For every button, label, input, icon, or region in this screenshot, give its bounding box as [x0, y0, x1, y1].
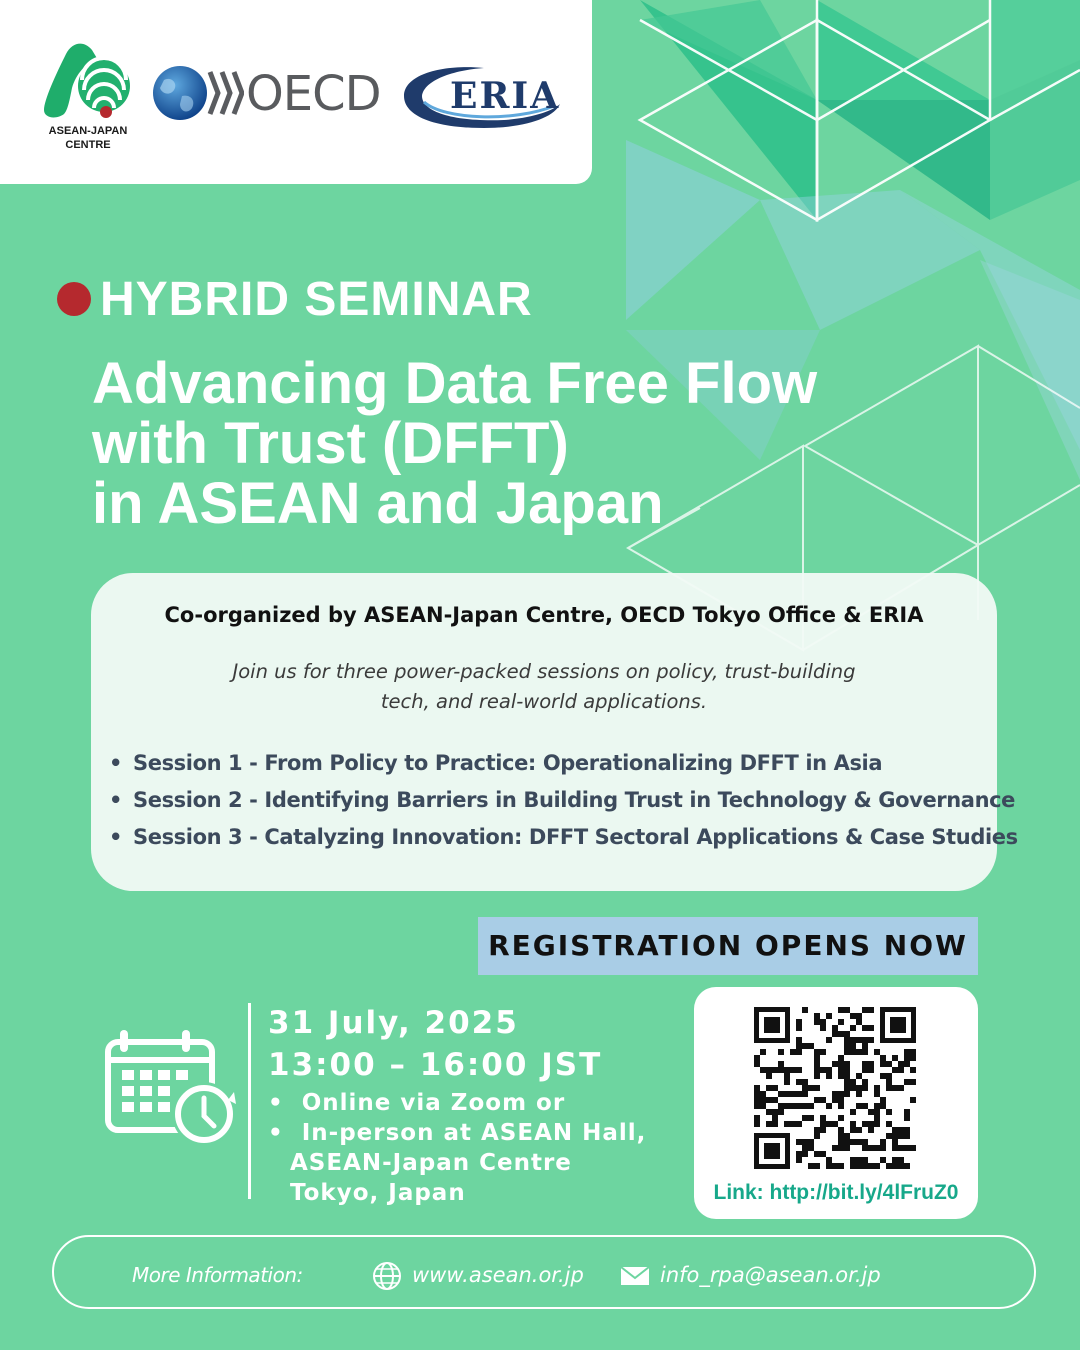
qr-module — [844, 1073, 850, 1079]
qr-module — [856, 1103, 862, 1109]
qr-module — [904, 1055, 910, 1061]
qr-module — [802, 1091, 808, 1097]
qr-module — [874, 1049, 880, 1055]
qr-module — [910, 1145, 916, 1151]
qr-module — [784, 1103, 790, 1109]
red-dot-bullet — [57, 282, 91, 316]
registration-link[interactable]: Link: http://bit.ly/4lFruZ0 — [713, 1181, 959, 1204]
qr-module — [898, 1157, 904, 1163]
qr-module — [844, 1037, 850, 1043]
qr-module — [880, 1073, 886, 1079]
qr-module — [796, 1139, 802, 1145]
oecd-logo-text: OECD — [246, 66, 381, 122]
qr-module — [838, 1163, 844, 1169]
qr-module — [772, 1067, 778, 1073]
qr-module — [796, 1079, 802, 1085]
event-venue — [268, 1088, 646, 1208]
qr-module — [904, 1127, 910, 1133]
qr-module — [844, 1049, 850, 1055]
qr-module — [886, 1061, 892, 1067]
qr-module — [826, 1163, 832, 1169]
qr-module — [790, 1091, 796, 1097]
qr-module — [850, 1085, 856, 1091]
qr-module — [850, 1157, 856, 1163]
qr-module — [820, 1067, 826, 1073]
qr-module — [814, 1013, 820, 1019]
qr-module — [778, 1109, 784, 1115]
qr-module — [838, 1139, 844, 1145]
qr-module — [874, 1109, 880, 1115]
coorganizers-line: Co-organized by ASEAN-Japan Centre, OECD Tokyo Office & ERIA — [164, 603, 924, 627]
qr-module — [850, 1121, 856, 1127]
qr-module — [844, 1007, 850, 1013]
qr-module — [856, 1127, 862, 1133]
qr-module — [844, 1133, 850, 1139]
qr-module — [754, 1085, 760, 1091]
qr-module — [868, 1007, 874, 1013]
qr-module — [802, 1085, 808, 1091]
qr-module — [802, 1145, 808, 1151]
qr-module — [754, 1103, 760, 1109]
qr-module — [892, 1145, 898, 1151]
qr-module — [880, 1103, 886, 1109]
qr-module — [850, 1109, 856, 1115]
qr-module — [766, 1085, 772, 1091]
qr-module — [862, 1085, 868, 1091]
qr-module — [754, 1115, 760, 1121]
qr-module — [910, 1067, 916, 1073]
qr-module — [814, 1073, 820, 1079]
qr-module — [904, 1049, 910, 1055]
qr-module — [874, 1145, 880, 1151]
qr-module — [850, 1037, 856, 1043]
qr-module — [772, 1121, 778, 1127]
venue-inperson-line: ASEAN-Japan Centre — [290, 1150, 572, 1176]
qr-module — [856, 1163, 862, 1169]
qr-module — [838, 1097, 844, 1103]
qr-module — [838, 1055, 844, 1061]
qr-module — [826, 1103, 832, 1109]
qr-module — [898, 1127, 904, 1133]
qr-module — [868, 1061, 874, 1067]
tagline: Join us for three power-packed sessions on policy, trust-building tech, and real-world applications. — [232, 660, 856, 713]
qr-module — [862, 1121, 868, 1127]
qr-module — [832, 1091, 838, 1097]
email-link[interactable]: info_rpa@asean.or.jp — [660, 1263, 881, 1287]
qr-module — [844, 1031, 850, 1037]
qr-module — [832, 1061, 838, 1067]
qr-module — [808, 1103, 814, 1109]
qr-module — [754, 1097, 760, 1103]
qr-module — [862, 1157, 868, 1163]
qr-module — [850, 1013, 856, 1019]
qr-module — [910, 1079, 916, 1085]
qr-module — [838, 1031, 844, 1037]
qr-module — [856, 1139, 862, 1145]
qr-module — [880, 1061, 886, 1067]
qr-module — [820, 1127, 826, 1133]
qr-module — [874, 1085, 880, 1091]
qr-module — [850, 1043, 856, 1049]
qr-module — [820, 1115, 826, 1121]
title-line: in ASEAN and Japan — [92, 471, 664, 536]
qr-module — [814, 1151, 820, 1157]
qr-module — [784, 1067, 790, 1073]
qr-module — [820, 1121, 826, 1127]
qr-module — [856, 1091, 862, 1097]
qr-module — [862, 1037, 868, 1043]
qr-module — [808, 1163, 814, 1169]
qr-module — [844, 1043, 850, 1049]
qr-module — [790, 1103, 796, 1109]
qr-module — [790, 1067, 796, 1073]
qr-module — [814, 1019, 820, 1025]
qr-module — [766, 1097, 772, 1103]
qr-module — [868, 1109, 874, 1115]
qr-module — [808, 1085, 814, 1091]
schedule-divider — [248, 1003, 251, 1199]
qr-module — [850, 1163, 856, 1169]
qr-module — [826, 1067, 832, 1073]
qr-module — [814, 1163, 820, 1169]
qr-module — [832, 1163, 838, 1169]
qr-module — [904, 1163, 910, 1169]
qr-module — [784, 1079, 790, 1085]
qr-module — [784, 1073, 790, 1079]
qr-module — [796, 1103, 802, 1109]
footer-bar — [52, 1235, 1036, 1309]
qr-module — [778, 1049, 784, 1055]
calendar-clock-icon — [102, 1030, 238, 1150]
qr-module — [814, 1097, 820, 1103]
qr-module — [892, 1067, 898, 1073]
qr-card[interactable] — [694, 987, 978, 1219]
qr-module — [814, 1061, 820, 1067]
qr-module — [808, 1139, 814, 1145]
qr-module — [820, 1151, 826, 1157]
qr-module — [874, 1121, 880, 1127]
qr-module — [868, 1121, 874, 1127]
qr-module — [868, 1145, 874, 1151]
qr-module — [838, 1061, 844, 1067]
qr-module — [862, 1049, 868, 1055]
qr-module — [832, 1145, 838, 1151]
qr-module — [862, 1061, 868, 1067]
qr-module — [904, 1109, 910, 1115]
logo-panel — [0, 0, 592, 184]
qr-module — [880, 1157, 886, 1163]
qr-module — [766, 1121, 772, 1127]
qr-module — [826, 1073, 832, 1079]
qr-module — [868, 1163, 874, 1169]
qr-module — [784, 1121, 790, 1127]
more-info-label: More Information: — [132, 1263, 303, 1287]
qr-module — [850, 1127, 856, 1133]
qr-module — [808, 1145, 814, 1151]
qr-module — [868, 1037, 874, 1043]
qr-module — [844, 1139, 850, 1145]
qr-module — [844, 1067, 850, 1073]
qr-module — [838, 1067, 844, 1073]
title-line: Advancing Data Free Flow — [92, 351, 818, 416]
qr-module — [856, 1085, 862, 1091]
qr-module — [904, 1061, 910, 1067]
qr-module — [850, 1025, 856, 1031]
qr-module — [862, 1067, 868, 1073]
qr-module — [760, 1091, 766, 1097]
qr-module — [766, 1067, 772, 1073]
qr-module — [850, 1049, 856, 1055]
qr-module — [898, 1067, 904, 1073]
qr-module — [814, 1133, 820, 1139]
venue-online: • Online via Zoom or — [268, 1090, 566, 1116]
qr-module — [892, 1127, 898, 1133]
qr-module — [796, 1043, 802, 1049]
qr-module — [820, 1025, 826, 1031]
qr-module — [862, 1025, 868, 1031]
event-date: 31 July, 2025 — [268, 1005, 519, 1041]
qr-module — [760, 1049, 766, 1055]
qr-module — [868, 1067, 874, 1073]
qr-module — [820, 1049, 826, 1055]
session-list — [109, 745, 1018, 856]
qr-module — [832, 1031, 838, 1037]
qr-module — [802, 1151, 808, 1157]
qr-module — [838, 1145, 844, 1151]
asean-japan-centre-logo — [42, 40, 134, 120]
event-time: 13:00 – 16:00 JST — [268, 1047, 603, 1083]
qr-module — [832, 1121, 838, 1127]
registration-banner: REGISTRATION OPENS NOW — [478, 917, 978, 975]
qr-module — [910, 1055, 916, 1061]
qr-module — [838, 1007, 844, 1013]
qr-module — [838, 1091, 844, 1097]
qr-module — [778, 1103, 784, 1109]
qr-module — [850, 1079, 856, 1085]
qr-module — [886, 1073, 892, 1079]
qr-module — [892, 1157, 898, 1163]
qr-module — [880, 1055, 886, 1061]
qr-module — [772, 1097, 778, 1103]
qr-module — [754, 1091, 760, 1097]
ajc-logo-text: ASEAN-JAPAN CENTRE — [48, 125, 128, 151]
qr-module — [796, 1157, 802, 1163]
qr-module — [856, 1073, 862, 1079]
qr-module — [898, 1133, 904, 1139]
info-card — [91, 573, 1018, 891]
qr-module — [796, 1151, 802, 1157]
qr-module — [832, 1025, 838, 1031]
qr-module — [862, 1079, 868, 1085]
qr-module — [832, 1097, 838, 1103]
qr-module — [856, 1013, 862, 1019]
eria-logo-text: ERIA — [450, 75, 561, 117]
qr-module — [898, 1061, 904, 1067]
qr-module — [754, 1055, 760, 1061]
qr-module — [802, 1139, 808, 1145]
oecd-globe-logo — [152, 64, 244, 122]
qr-module — [838, 1019, 844, 1025]
qr-module — [844, 1145, 850, 1151]
qr-module — [856, 1157, 862, 1163]
qr-module — [784, 1091, 790, 1097]
qr-module — [814, 1055, 820, 1061]
qr-module — [772, 1085, 778, 1091]
qr-module — [760, 1097, 766, 1103]
qr-module — [808, 1043, 814, 1049]
qr-module — [886, 1163, 892, 1169]
event-title — [92, 351, 818, 536]
qr-module — [862, 1139, 868, 1145]
qr-module — [886, 1109, 892, 1115]
qr-module — [790, 1049, 796, 1055]
qr-module — [856, 1037, 862, 1043]
qr-module — [760, 1067, 766, 1073]
globe-icon — [372, 1261, 402, 1291]
qr-module — [856, 1019, 862, 1025]
qr-module — [874, 1091, 880, 1097]
website-link[interactable]: www.asean.or.jp — [412, 1263, 584, 1287]
qr-module — [760, 1103, 766, 1109]
qr-module — [892, 1139, 898, 1145]
qr-module — [844, 1061, 850, 1067]
qr-module — [880, 1145, 886, 1151]
qr-module — [856, 1049, 862, 1055]
qr-module — [838, 1133, 844, 1139]
qr-module — [898, 1163, 904, 1169]
qr-module — [844, 1079, 850, 1085]
qr-module — [862, 1163, 868, 1169]
qr-module — [754, 1121, 760, 1127]
qr-module — [796, 1091, 802, 1097]
qr-module — [802, 1103, 808, 1109]
qr-module — [826, 1037, 832, 1043]
qr-module — [838, 1073, 844, 1079]
qr-module — [754, 1061, 760, 1067]
qr-module — [898, 1085, 904, 1091]
qr-module — [814, 1049, 820, 1055]
qr-module — [868, 1127, 874, 1133]
qr-module — [808, 1115, 814, 1121]
qr-module — [904, 1079, 910, 1085]
qr-module — [868, 1025, 874, 1031]
qr-module — [802, 1043, 808, 1049]
qr-module — [874, 1163, 880, 1169]
qr-module — [904, 1133, 910, 1139]
session-item: • Session 3 - Catalyzing Innovation: DFFT Sectoral Applications & Case Studies — [109, 825, 1018, 849]
title-line: with Trust (DFFT) — [92, 411, 569, 476]
qr-module — [904, 1145, 910, 1151]
qr-module — [796, 1121, 802, 1127]
qr-module — [844, 1091, 850, 1097]
session-item: • Session 2 - Identifying Barriers in Building Trust in Technology & Governance — [109, 788, 1016, 812]
qr-module — [778, 1067, 784, 1073]
qr-module — [766, 1109, 772, 1115]
qr-module — [892, 1163, 898, 1169]
qr-module — [892, 1055, 898, 1061]
qr-module — [886, 1121, 892, 1127]
qr-module — [886, 1079, 892, 1085]
qr-module — [778, 1091, 784, 1097]
qr-module — [910, 1049, 916, 1055]
qr-module — [862, 1043, 868, 1049]
qr-module — [802, 1115, 808, 1121]
envelope-icon — [620, 1266, 650, 1286]
qr-module — [880, 1097, 886, 1103]
qr-module — [862, 1145, 868, 1151]
qr-module — [880, 1139, 886, 1145]
qr-module — [874, 1103, 880, 1109]
qr-module — [862, 1103, 868, 1109]
venue-inperson: • In-person at ASEAN Hall, — [268, 1120, 647, 1146]
qr-module — [844, 1085, 850, 1091]
qr-module — [892, 1085, 898, 1091]
qr-module — [838, 1115, 844, 1121]
qr-code[interactable] — [754, 1007, 916, 1169]
qr-module — [796, 1025, 802, 1031]
qr-module — [850, 1139, 856, 1145]
seminar-type: HYBRID SEMINAR — [100, 273, 533, 326]
qr-module — [886, 1085, 892, 1091]
qr-module — [796, 1067, 802, 1073]
qr-module — [814, 1067, 820, 1073]
qr-module — [826, 1121, 832, 1127]
qr-module — [874, 1115, 880, 1121]
venue-inperson-line: Tokyo, Japan — [290, 1180, 466, 1206]
qr-module — [802, 1079, 808, 1085]
qr-module — [790, 1121, 796, 1127]
qr-module — [814, 1085, 820, 1091]
qr-module — [796, 1049, 802, 1055]
qr-module — [820, 1097, 826, 1103]
qr-module — [820, 1019, 826, 1025]
qr-module — [814, 1127, 820, 1133]
qr-module — [826, 1013, 832, 1019]
qr-module — [766, 1073, 772, 1079]
qr-module — [886, 1133, 892, 1139]
qr-module — [772, 1115, 778, 1121]
qr-module — [778, 1061, 784, 1067]
qr-module — [892, 1133, 898, 1139]
qr-module — [796, 1019, 802, 1025]
qr-module — [862, 1007, 868, 1013]
qr-module — [802, 1007, 808, 1013]
qr-module — [898, 1145, 904, 1151]
qr-module — [796, 1037, 802, 1043]
qr-module — [910, 1097, 916, 1103]
qr-module — [772, 1109, 778, 1115]
session-item: • Session 1 - From Policy to Practice: Operationalizing DFFT in Asia — [109, 751, 883, 775]
qr-module — [904, 1115, 910, 1121]
qr-module — [826, 1157, 832, 1163]
qr-module — [838, 1127, 844, 1133]
qr-module — [838, 1103, 844, 1109]
